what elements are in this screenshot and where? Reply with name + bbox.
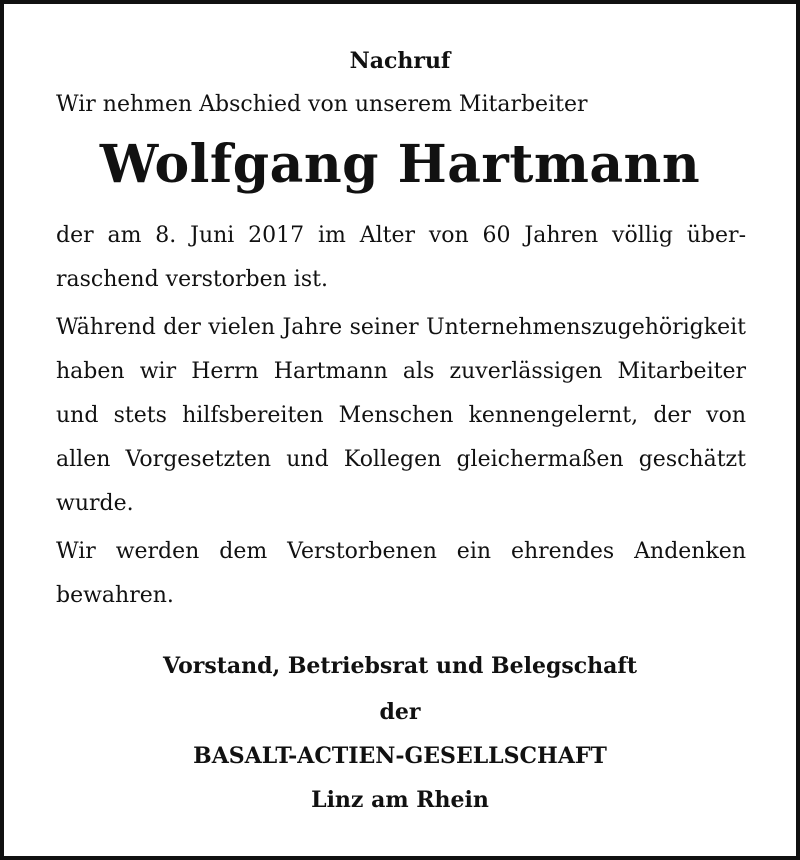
paragraph-remembrance: Wir werden dem Verstorbenen ein ehrendes Andenken bewahren. bbox=[56, 539, 746, 608]
paragraph-death-notice: der am 8. Juni 2017 im Alter von 60 Jahren völlig überraschend verstorben ist. bbox=[56, 223, 746, 292]
signature-line-2: der bbox=[379, 699, 421, 725]
paragraph-tribute: Während der vielen Jahre seiner Unternehmenszugehörigkeit haben wir Herrn Hartmann als zuverlässigen Mitarbeiter und stets hilfsbereiten Menschen kennengelernt, der von allen Vorgesetzten und Kollegen gleichermaßen geschätzt wurde. bbox=[56, 315, 746, 516]
intro-line: Wir nehmen Abschied von unserem Mitarbeiter bbox=[56, 92, 588, 117]
signature-location: Linz am Rhein bbox=[311, 787, 489, 813]
signature-line-1: Vorstand, Betriebsrat und Belegschaft bbox=[163, 653, 637, 679]
deceased-name: Wolfgang Hartmann bbox=[99, 134, 701, 195]
obituary-heading: Nachruf bbox=[349, 48, 451, 74]
signature-company: BASALT-ACTIEN-GESELLSCHAFT bbox=[193, 743, 607, 769]
